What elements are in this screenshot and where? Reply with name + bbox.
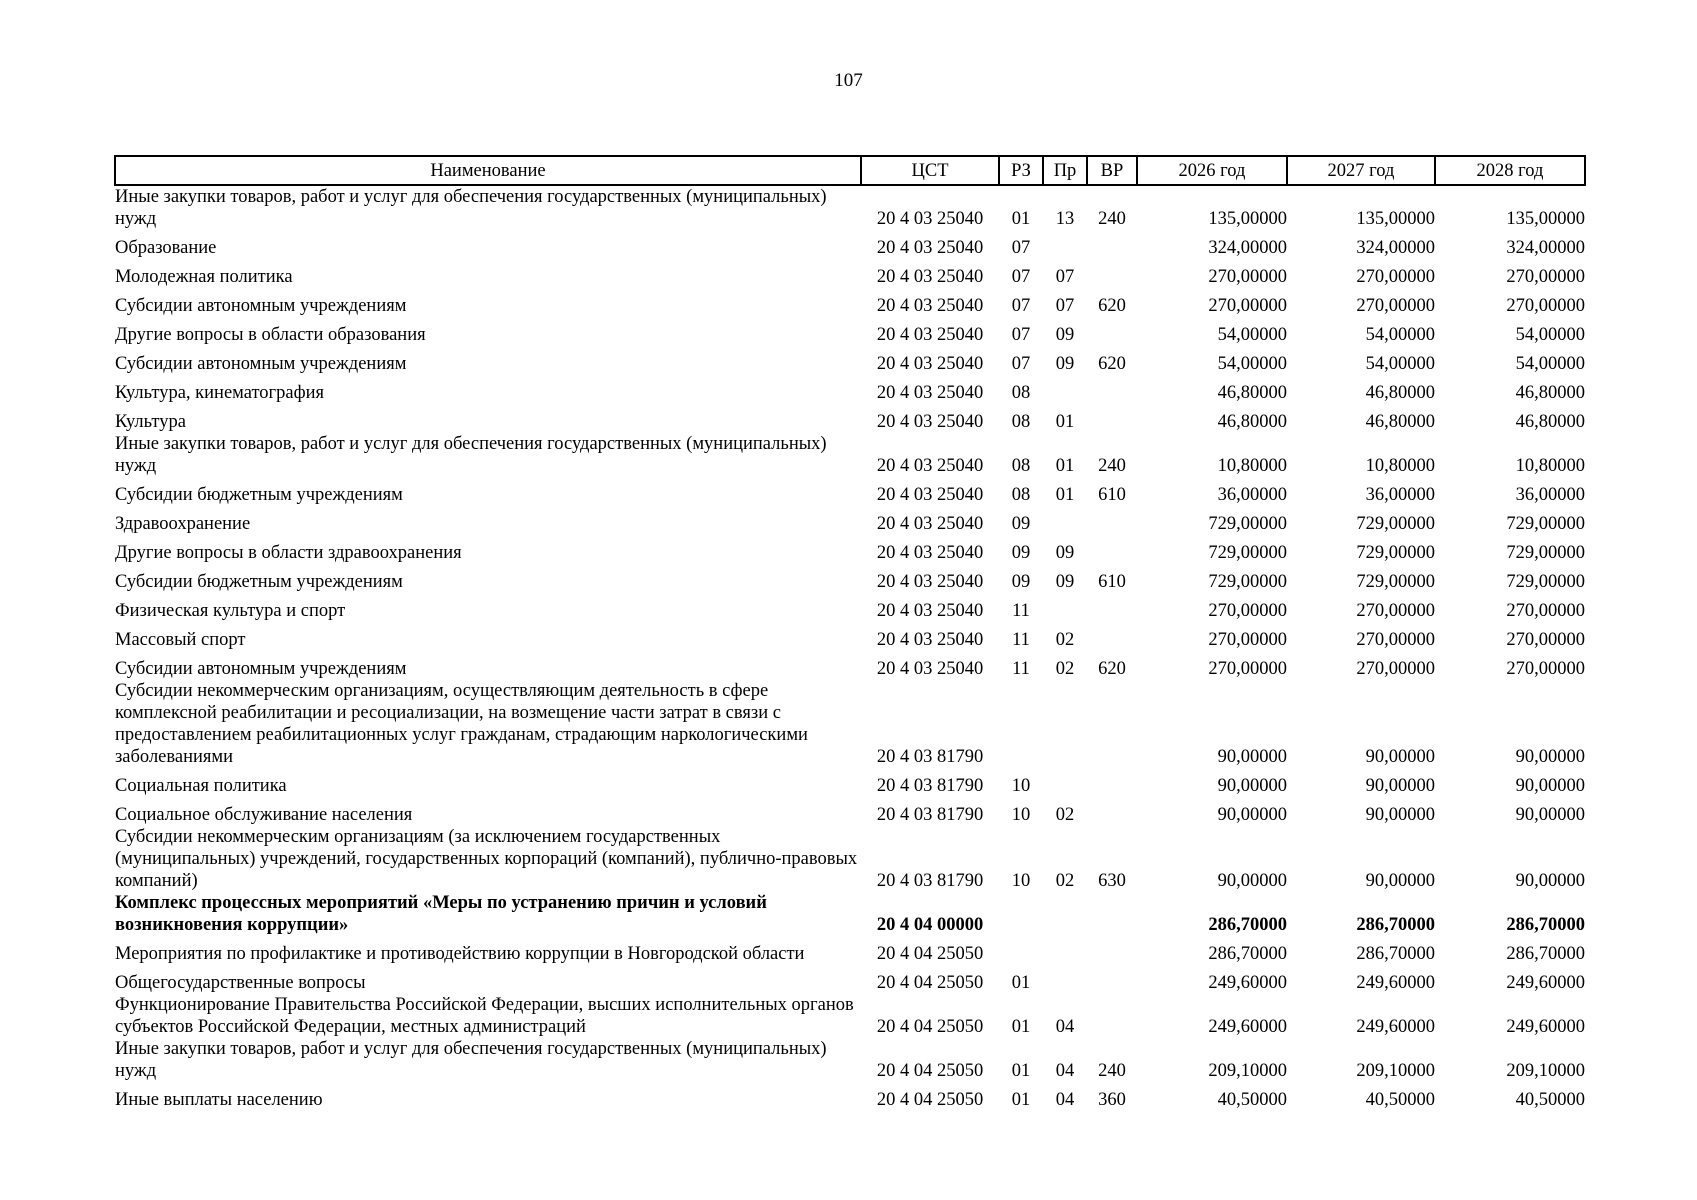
cell-cst: 20 4 03 25040 xyxy=(876,354,984,374)
cell-name: Культура xyxy=(115,412,186,432)
cell-pr xyxy=(1043,892,1087,936)
table-row xyxy=(115,230,1585,259)
cell-pr: 02 xyxy=(1055,630,1075,650)
cell-name: Здравоохранение xyxy=(115,514,251,534)
cell-rz: 01 xyxy=(1011,209,1031,229)
cell-2027: 270,00000 xyxy=(1356,601,1435,621)
cell-2026: 54,00000 xyxy=(1217,354,1287,374)
cell-2028: 270,00000 xyxy=(1506,267,1585,287)
table-row xyxy=(115,317,1585,346)
cell-name: Субсидии автономным учреждениям xyxy=(115,659,407,679)
cell-pr: 07 xyxy=(1055,296,1075,316)
header-name: Наименование xyxy=(115,156,861,185)
cell-vr: 240 xyxy=(1098,1061,1126,1081)
header-2028: 2028 год xyxy=(1435,156,1585,185)
cell-cst: 20 4 03 25040 xyxy=(876,601,984,621)
cell-cst: 20 4 03 25040 xyxy=(876,543,984,563)
cell-vr xyxy=(1087,506,1137,535)
cell-2028: 270,00000 xyxy=(1506,296,1585,316)
table-row xyxy=(115,288,1585,317)
cell-vr xyxy=(1087,259,1137,288)
table-row xyxy=(115,622,1585,651)
cell-2026: 46,80000 xyxy=(1217,383,1287,403)
table-row xyxy=(115,1082,1585,1111)
cell-2028: 40,50000 xyxy=(1515,1090,1585,1110)
cell-cst: 20 4 04 25050 xyxy=(876,944,984,964)
cell-cst: 20 4 03 25040 xyxy=(876,456,984,476)
cell-2026: 729,00000 xyxy=(1208,543,1287,563)
cell-vr xyxy=(1087,375,1137,404)
cell-vr xyxy=(1087,892,1137,936)
table-header xyxy=(115,156,1585,185)
cell-2028: 270,00000 xyxy=(1506,601,1585,621)
cell-cst: 20 4 03 25040 xyxy=(876,514,984,534)
cell-rz: 09 xyxy=(1011,543,1031,563)
cell-2028: 54,00000 xyxy=(1515,325,1585,345)
table-row xyxy=(115,404,1585,433)
cell-2027: 90,00000 xyxy=(1365,805,1435,825)
cell-name: Иные закупки товаров, работ и услуг для обеспечения государственных (муниципальных) нужд xyxy=(115,1039,827,1081)
cell-pr xyxy=(1043,230,1087,259)
cell-name: Субсидии автономным учреждениям xyxy=(115,296,407,316)
cell-2026: 10,80000 xyxy=(1217,456,1287,476)
cell-name: Субсидии бюджетным учреждениям xyxy=(115,485,403,505)
cell-vr: 620 xyxy=(1098,296,1126,316)
cell-2027: 729,00000 xyxy=(1356,543,1435,563)
cell-name: Социальное обслуживание населения xyxy=(115,805,413,825)
cell-2028: 135,00000 xyxy=(1506,209,1585,229)
cell-2027: 54,00000 xyxy=(1365,354,1435,374)
cell-2028: 286,70000 xyxy=(1506,915,1585,935)
cell-cst: 20 4 03 25040 xyxy=(876,630,984,650)
cell-2028: 270,00000 xyxy=(1506,659,1585,679)
cell-name: Субсидии бюджетным учреждениям xyxy=(115,572,403,592)
cell-cst: 20 4 04 00000 xyxy=(876,915,984,935)
cell-2026: 135,00000 xyxy=(1208,209,1287,229)
cell-2028: 10,80000 xyxy=(1515,456,1585,476)
cell-2028: 729,00000 xyxy=(1506,572,1585,592)
cell-cst: 20 4 03 25040 xyxy=(876,485,984,505)
cell-2026: 90,00000 xyxy=(1217,747,1287,767)
cell-vr: 610 xyxy=(1098,572,1126,592)
header-cst: ЦСТ xyxy=(861,156,999,185)
table-row xyxy=(115,259,1585,288)
cell-pr: 02 xyxy=(1055,871,1075,891)
cell-cst: 20 4 04 25050 xyxy=(876,1017,984,1037)
cell-2027: 90,00000 xyxy=(1365,871,1435,891)
budget-table xyxy=(114,155,1586,1111)
cell-vr: 630 xyxy=(1098,871,1126,891)
cell-2028: 54,00000 xyxy=(1515,354,1585,374)
table-row xyxy=(115,375,1585,404)
cell-vr: 240 xyxy=(1098,456,1126,476)
table-row xyxy=(115,564,1585,593)
cell-cst: 20 4 04 25050 xyxy=(876,973,984,993)
cell-vr xyxy=(1087,965,1137,994)
table-row xyxy=(115,651,1585,680)
header-vr: ВР xyxy=(1087,156,1137,185)
table-row xyxy=(115,185,1585,230)
cell-cst: 20 4 03 25040 xyxy=(876,325,984,345)
cell-vr xyxy=(1087,404,1137,433)
cell-rz: 10 xyxy=(1011,871,1031,891)
cell-2026: 54,00000 xyxy=(1217,325,1287,345)
cell-pr xyxy=(1043,506,1087,535)
cell-2026: 286,70000 xyxy=(1208,944,1287,964)
cell-2026: 90,00000 xyxy=(1217,776,1287,796)
cell-2027: 249,60000 xyxy=(1356,1017,1435,1037)
cell-pr: 01 xyxy=(1055,485,1075,505)
cell-2028: 90,00000 xyxy=(1515,805,1585,825)
table-row xyxy=(115,346,1585,375)
cell-2026: 249,60000 xyxy=(1208,1017,1287,1037)
cell-pr: 01 xyxy=(1055,456,1075,476)
page-number: 107 xyxy=(834,70,863,91)
cell-rz: 10 xyxy=(1011,805,1031,825)
cell-name: Субсидии автономным учреждениям xyxy=(115,354,407,374)
cell-2026: 729,00000 xyxy=(1208,572,1287,592)
table-row xyxy=(115,994,1585,1038)
cell-2027: 324,00000 xyxy=(1356,238,1435,258)
cell-rz: 01 xyxy=(1011,1061,1031,1081)
cell-pr: 02 xyxy=(1055,805,1075,825)
table-row xyxy=(115,965,1585,994)
cell-pr: 04 xyxy=(1055,1017,1075,1037)
table-row xyxy=(115,593,1585,622)
cell-2027: 249,60000 xyxy=(1356,973,1435,993)
cell-2027: 729,00000 xyxy=(1356,514,1435,534)
cell-cst: 20 4 04 25050 xyxy=(876,1061,984,1081)
cell-rz: 10 xyxy=(1011,776,1031,796)
cell-pr: 09 xyxy=(1055,354,1075,374)
cell-2028: 90,00000 xyxy=(1515,871,1585,891)
cell-name: Функционирование Правительства Российской Федерации, высших исполнительных органов субъектов Российской Федерации, местных администраций xyxy=(115,995,854,1037)
cell-name: Общегосударственные вопросы xyxy=(115,973,366,993)
cell-2026: 270,00000 xyxy=(1208,296,1287,316)
cell-pr xyxy=(1043,375,1087,404)
cell-vr xyxy=(1087,797,1137,826)
cell-pr: 04 xyxy=(1055,1090,1075,1110)
cell-2028: 90,00000 xyxy=(1515,747,1585,767)
cell-name: Мероприятия по профилактике и противодействию коррупции в Новгородской области xyxy=(115,944,805,964)
cell-cst: 20 4 03 81790 xyxy=(876,871,984,891)
cell-vr: 240 xyxy=(1098,209,1126,229)
cell-rz: 11 xyxy=(1012,659,1030,679)
cell-2026: 46,80000 xyxy=(1217,412,1287,432)
cell-vr xyxy=(1087,768,1137,797)
cell-rz: 08 xyxy=(1011,412,1031,432)
cell-2026: 209,10000 xyxy=(1208,1061,1287,1081)
cell-2026: 249,60000 xyxy=(1208,973,1287,993)
header-pr: Пр xyxy=(1043,156,1087,185)
cell-name: Иные закупки товаров, работ и услуг для обеспечения государственных (муниципальных) нужд xyxy=(115,187,827,229)
cell-2028: 729,00000 xyxy=(1506,543,1585,563)
cell-2028: 270,00000 xyxy=(1506,630,1585,650)
cell-pr: 13 xyxy=(1055,209,1075,229)
table-row xyxy=(115,892,1585,936)
table-row xyxy=(115,1038,1585,1082)
cell-vr xyxy=(1087,317,1137,346)
cell-2028: 209,10000 xyxy=(1506,1061,1585,1081)
cell-2028: 729,00000 xyxy=(1506,514,1585,534)
table-body xyxy=(115,185,1585,1111)
cell-name: Социальная политика xyxy=(115,776,287,796)
cell-2026: 270,00000 xyxy=(1208,601,1287,621)
table-row xyxy=(115,433,1585,477)
cell-2026: 324,00000 xyxy=(1208,238,1287,258)
cell-rz: 07 xyxy=(1011,238,1031,258)
cell-pr xyxy=(1043,768,1087,797)
cell-rz: 11 xyxy=(1012,630,1030,650)
cell-name: Комплекс процессных мероприятий «Меры по устранению причин и условий возникновения коррупции» xyxy=(115,893,767,935)
cell-name: Молодежная политика xyxy=(115,267,293,287)
cell-pr xyxy=(1043,936,1087,965)
cell-rz: 07 xyxy=(1011,354,1031,374)
cell-rz: 07 xyxy=(1011,267,1031,287)
cell-2028: 90,00000 xyxy=(1515,776,1585,796)
cell-vr xyxy=(1087,230,1137,259)
table-row xyxy=(115,826,1585,892)
cell-rz: 08 xyxy=(1011,456,1031,476)
cell-name: Другие вопросы в области образования xyxy=(115,325,426,345)
cell-name: Культура, кинематография xyxy=(115,383,325,403)
cell-rz: 08 xyxy=(1011,485,1031,505)
cell-cst: 20 4 03 25040 xyxy=(876,209,984,229)
cell-cst: 20 4 04 25050 xyxy=(876,1090,984,1110)
cell-2028: 46,80000 xyxy=(1515,412,1585,432)
cell-pr xyxy=(1043,680,1087,768)
cell-2026: 36,00000 xyxy=(1217,485,1287,505)
table-row xyxy=(115,768,1585,797)
cell-2027: 36,00000 xyxy=(1365,485,1435,505)
cell-name: Массовый спорт xyxy=(115,630,246,650)
cell-vr xyxy=(1087,680,1137,768)
cell-2027: 270,00000 xyxy=(1356,267,1435,287)
cell-2026: 90,00000 xyxy=(1217,805,1287,825)
cell-vr xyxy=(1087,936,1137,965)
cell-2028: 286,70000 xyxy=(1506,944,1585,964)
cell-vr: 620 xyxy=(1098,354,1126,374)
cell-2027: 286,70000 xyxy=(1356,915,1435,935)
cell-rz: 01 xyxy=(1011,1017,1031,1037)
cell-2027: 46,80000 xyxy=(1365,412,1435,432)
cell-2027: 90,00000 xyxy=(1365,747,1435,767)
cell-cst: 20 4 03 81790 xyxy=(876,805,984,825)
cell-2028: 249,60000 xyxy=(1506,1017,1585,1037)
cell-2027: 209,10000 xyxy=(1356,1061,1435,1081)
cell-rz: 07 xyxy=(1011,296,1031,316)
cell-vr: 360 xyxy=(1098,1090,1126,1110)
cell-2026: 40,50000 xyxy=(1217,1090,1287,1110)
cell-rz: 08 xyxy=(1011,383,1031,403)
cell-vr xyxy=(1087,994,1137,1038)
header-2027: 2027 год xyxy=(1287,156,1435,185)
cell-rz xyxy=(999,680,1043,768)
cell-cst: 20 4 03 25040 xyxy=(876,412,984,432)
cell-pr: 09 xyxy=(1055,572,1075,592)
cell-pr: 01 xyxy=(1055,412,1075,432)
cell-2027: 270,00000 xyxy=(1356,296,1435,316)
cell-2027: 46,80000 xyxy=(1365,383,1435,403)
cell-name: Образование xyxy=(115,238,217,258)
cell-2026: 270,00000 xyxy=(1208,630,1287,650)
header-rz: РЗ xyxy=(999,156,1043,185)
table-row xyxy=(115,506,1585,535)
cell-2028: 46,80000 xyxy=(1515,383,1585,403)
cell-name: Субсидии некоммерческим организациям, осуществляющим деятельность в сфере комплексной реабилитации и ресоциализации, на возмещение части затрат в связи с предоставлением реабилитационных услуг гражданам, страдающим наркологическими заболеваниями xyxy=(115,681,808,767)
cell-cst: 20 4 03 25040 xyxy=(876,383,984,403)
cell-2026: 270,00000 xyxy=(1208,659,1287,679)
cell-2028: 36,00000 xyxy=(1515,485,1585,505)
cell-vr xyxy=(1087,593,1137,622)
cell-2026: 286,70000 xyxy=(1208,915,1287,935)
cell-rz: 01 xyxy=(1011,1090,1031,1110)
cell-pr: 09 xyxy=(1055,543,1075,563)
cell-cst: 20 4 03 25040 xyxy=(876,267,984,287)
cell-2028: 324,00000 xyxy=(1506,238,1585,258)
cell-name: Субсидии некоммерческим организациям (за исключением государственных (муниципальных) учреждений, государственных корпораций (компаний), публично-правовых компаний) xyxy=(115,827,858,891)
cell-cst: 20 4 03 25040 xyxy=(876,572,984,592)
cell-2027: 90,00000 xyxy=(1365,776,1435,796)
cell-pr xyxy=(1043,593,1087,622)
cell-pr: 04 xyxy=(1055,1061,1075,1081)
table-row xyxy=(115,680,1585,768)
cell-pr: 09 xyxy=(1055,325,1075,345)
cell-cst: 20 4 03 25040 xyxy=(876,238,984,258)
table-row xyxy=(115,535,1585,564)
cell-cst: 20 4 03 81790 xyxy=(876,776,984,796)
cell-vr xyxy=(1087,535,1137,564)
cell-2027: 270,00000 xyxy=(1356,659,1435,679)
cell-vr: 620 xyxy=(1098,659,1126,679)
cell-2027: 729,00000 xyxy=(1356,572,1435,592)
cell-rz: 09 xyxy=(1011,572,1031,592)
cell-pr: 02 xyxy=(1055,659,1075,679)
cell-rz: 01 xyxy=(1011,973,1031,993)
cell-rz: 09 xyxy=(1011,514,1031,534)
table-row xyxy=(115,797,1585,826)
table-row xyxy=(115,936,1585,965)
cell-2027: 286,70000 xyxy=(1356,944,1435,964)
cell-pr xyxy=(1043,965,1087,994)
cell-rz xyxy=(999,936,1043,965)
cell-cst: 20 4 03 25040 xyxy=(876,296,984,316)
cell-2027: 40,50000 xyxy=(1365,1090,1435,1110)
cell-2027: 54,00000 xyxy=(1365,325,1435,345)
cell-cst: 20 4 03 25040 xyxy=(876,659,984,679)
cell-cst: 20 4 03 81790 xyxy=(876,747,984,767)
cell-name: Другие вопросы в области здравоохранения xyxy=(115,543,462,563)
cell-rz xyxy=(999,892,1043,936)
cell-rz: 11 xyxy=(1012,601,1030,621)
cell-2027: 135,00000 xyxy=(1356,209,1435,229)
cell-name: Иные закупки товаров, работ и услуг для обеспечения государственных (муниципальных) нужд xyxy=(115,434,827,476)
cell-2026: 90,00000 xyxy=(1217,871,1287,891)
cell-rz: 07 xyxy=(1011,325,1031,345)
cell-2028: 249,60000 xyxy=(1506,973,1585,993)
cell-name: Иные выплаты населению xyxy=(115,1090,323,1110)
header-2026: 2026 год xyxy=(1137,156,1287,185)
cell-2026: 270,00000 xyxy=(1208,267,1287,287)
cell-name: Физическая культура и спорт xyxy=(115,601,346,621)
cell-vr: 610 xyxy=(1098,485,1126,505)
cell-2027: 270,00000 xyxy=(1356,630,1435,650)
cell-2026: 729,00000 xyxy=(1208,514,1287,534)
cell-2027: 10,80000 xyxy=(1365,456,1435,476)
cell-pr: 07 xyxy=(1055,267,1075,287)
table-row xyxy=(115,477,1585,506)
cell-vr xyxy=(1087,622,1137,651)
